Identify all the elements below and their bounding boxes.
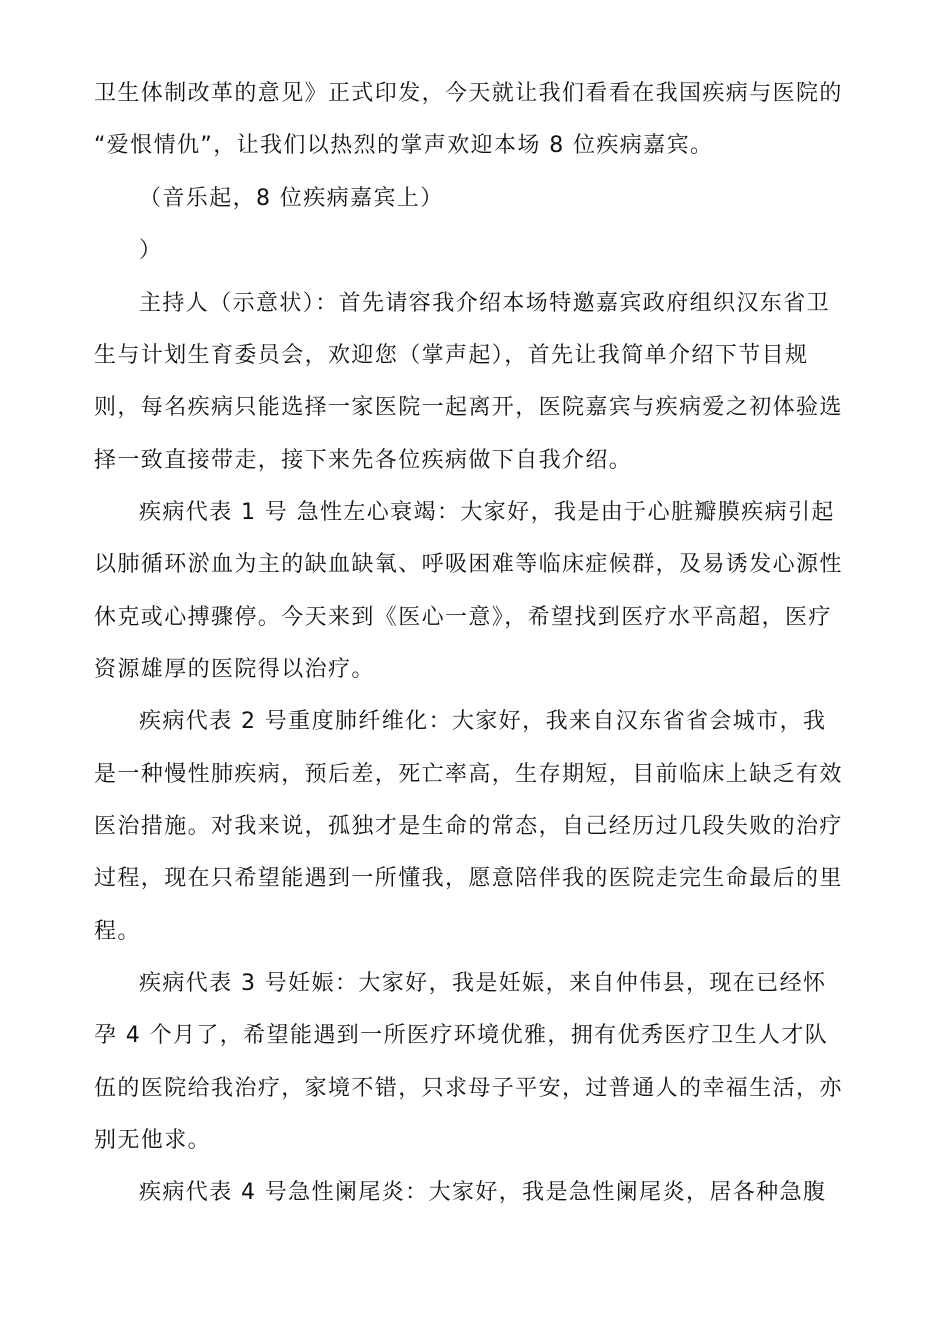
text-line: 程。 bbox=[94, 919, 141, 944]
text-line: 生与计划生育委员会，欢迎您（掌声起），首先让我简单介绍下节目规 bbox=[94, 343, 809, 368]
text-line: 卫生体制改革的意见》正式印发，今天就让我们看看在我国疾病与医院的 bbox=[94, 81, 843, 106]
text-line: 医治措施。对我来说，孤独才是生命的常态，自己经历过几段失败的治疗 bbox=[94, 814, 843, 839]
text-line: 是一种慢性肺疾病，预后差，死亡率高，生存期短，目前临床上缺乏有效 bbox=[94, 762, 843, 787]
text-line: 休克或心搏骤停。今天来到《医心一意》，希望找到医疗水平高超，医疗 bbox=[94, 605, 832, 630]
text-line: 疾病代表 1 号 急性左心衰竭：大家好，我是由于心脏瓣膜疾病引起 bbox=[139, 500, 835, 525]
text-line: 疾病代表 2 号重度肺纤维化：大家好，我来自汉东省省会城市，我 bbox=[139, 709, 827, 734]
text-line: 孕 4 个月了，希望能遇到一所医疗环境优雅，拥有优秀医疗卫生人才队 bbox=[94, 1023, 829, 1048]
text-line: 别无他求。 bbox=[94, 1128, 212, 1153]
text-line: 以肺循环淤血为主的缺血缺氧、呼吸困难等临床症候群，及易诱发心源性 bbox=[94, 552, 843, 577]
text-line: 资源雄厚的医院得以治疗。 bbox=[94, 657, 375, 682]
text-line: 伍的医院给我治疗，家境不错，只求母子平安，过普通人的幸福生活，亦 bbox=[94, 1076, 843, 1101]
text-line: （音乐起，8 位疾病嘉宾上） bbox=[139, 186, 444, 211]
text-line: 过程，现在只希望能遇到一所懂我，愿意陪伴我的医院走完生命最后的里 bbox=[94, 866, 843, 891]
text-line: 则，每名疾病只能选择一家医院一起离开，医院嘉宾与疾病爱之初体验选 bbox=[94, 395, 843, 420]
text-line: 疾病代表 3 号妊娠：大家好，我是妊娠，来自仲伟县，现在已经怀 bbox=[139, 971, 827, 996]
text-line: ） bbox=[139, 238, 163, 263]
text-line: 择一致直接带走，接下来先各位疾病做下自我介绍。 bbox=[94, 448, 633, 473]
text-line: 主持人（示意状）：首先请容我介绍本场特邀嘉宾政府组织汉东省卫 bbox=[139, 291, 831, 316]
text-line: 疾病代表 4 号急性阑尾炎：大家好，我是急性阑尾炎，居各种急腹 bbox=[139, 1180, 827, 1205]
text-line: “爱恨情仇”，让我们以热烈的掌声欢迎本场 8 位疾病嘉宾。 bbox=[94, 133, 714, 158]
